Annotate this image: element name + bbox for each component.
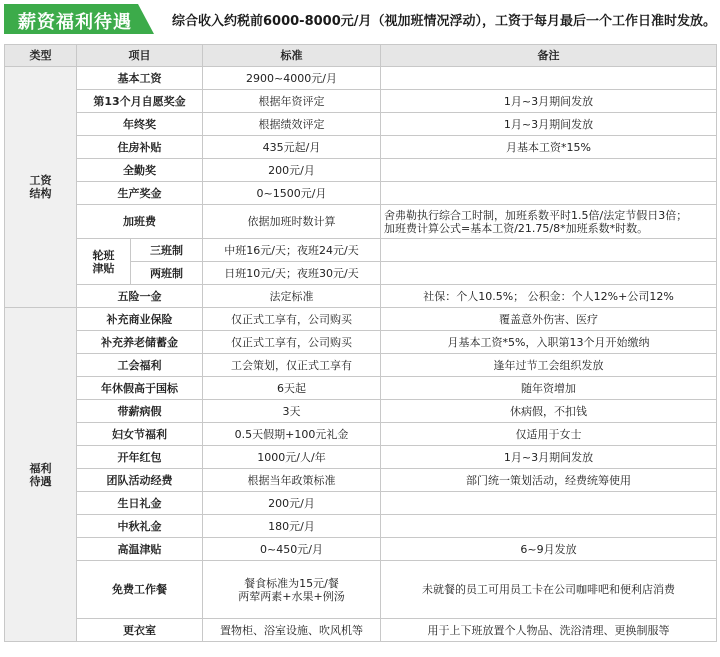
standard-cell: 0.5天假期+100元礼金: [203, 423, 381, 446]
item-cell: 五险一金: [77, 285, 203, 308]
page-title: 薪资福利待遇: [18, 12, 132, 33]
note-cell: 月基本工资*15%: [381, 136, 717, 159]
item-cell: 全勤奖: [77, 159, 203, 182]
table-row: [5, 90, 717, 113]
note-cell: 社保：个人10.5%； 公积金：个人12%+公司12%: [381, 285, 717, 308]
table-row: [5, 515, 717, 538]
category-benefit: 福利 待遇: [5, 308, 77, 642]
standard-cell: 200元/月: [203, 492, 381, 515]
title-tab: [4, 4, 154, 34]
standard-cell: 435元起/月: [203, 136, 381, 159]
table-row: [5, 308, 717, 331]
note-cell: [381, 182, 717, 205]
item-cell: 生日礼金: [77, 492, 203, 515]
standard-cell: 置物柜、浴室设施、吹风机等: [203, 619, 381, 642]
table-row: [5, 67, 717, 90]
note-cell: [381, 515, 717, 538]
table-row: [5, 113, 717, 136]
note-cell: [381, 492, 717, 515]
item-cell: 免费工作餐: [77, 561, 203, 619]
note-cell: 1月~3月期间发放: [381, 113, 717, 136]
sub-item-cell: 两班制: [131, 262, 203, 285]
note-cell: [381, 67, 717, 90]
item-cell: 住房补贴: [77, 136, 203, 159]
item-cell: 年休假高于国标: [77, 377, 203, 400]
note-cell: [381, 159, 717, 182]
item-cell: 加班费: [77, 205, 203, 239]
note-cell: [381, 262, 717, 285]
category-salary: 工资 结构: [5, 67, 77, 308]
note-cell: 舍弗勒执行综合工时制，加班系数平时1.5倍/法定节假日3倍； 加班费计算公式=基本工资/21.75/8*加班系数*时数。: [381, 205, 717, 239]
item-cell: 带薪病假: [77, 400, 203, 423]
header: [0, 0, 720, 40]
standard-cell: 200元/月: [203, 159, 381, 182]
col-header-type: 类型: [5, 45, 77, 67]
note-cell: [381, 239, 717, 262]
standard-cell: 6天起: [203, 377, 381, 400]
item-cell: 基本工资: [77, 67, 203, 90]
standard-cell: 依据加班时数计算: [203, 205, 381, 239]
table-row: [5, 205, 717, 239]
standard-cell: 0~1500元/月: [203, 182, 381, 205]
note-cell: 月基本工资*5%，入职第13个月开始缴纳: [381, 331, 717, 354]
note-cell: 逢年过节工会组织发放: [381, 354, 717, 377]
note-cell: 随年资增加: [381, 377, 717, 400]
table-header-row: [5, 45, 717, 67]
table-row: [5, 400, 717, 423]
sub-item-cell: 三班制: [131, 239, 203, 262]
note-cell: 用于上下班放置个人物品、洗浴清理、更换制服等: [381, 619, 717, 642]
table-row: [5, 377, 717, 400]
shift-allowance-label: 轮班 津贴: [77, 239, 131, 285]
item-cell: 高温津贴: [77, 538, 203, 561]
standard-cell: 180元/月: [203, 515, 381, 538]
table-row: [5, 182, 717, 205]
standard-cell: 3天: [203, 400, 381, 423]
item-cell: 补充养老储蓄金: [77, 331, 203, 354]
table-row: [5, 538, 717, 561]
table-row: [5, 159, 717, 182]
standard-cell: 中班16元/天；夜班24元/天: [203, 239, 381, 262]
table-row: [5, 285, 717, 308]
item-cell: 补充商业保险: [77, 308, 203, 331]
note-cell: 部门统一策划活动，经费统筹使用: [381, 469, 717, 492]
col-header-standard: 标准: [203, 45, 381, 67]
standard-cell: 餐食标准为15元/餐 两荤两素+水果+例汤: [203, 561, 381, 619]
item-cell: 妇女节福利: [77, 423, 203, 446]
standard-cell: 2900~4000元/月: [203, 67, 381, 90]
note-cell: 休病假，不扣钱: [381, 400, 717, 423]
standard-cell: 根据年资评定: [203, 90, 381, 113]
table-row: [5, 561, 717, 619]
standard-cell: 1000元/人/年: [203, 446, 381, 469]
note-cell: 1月~3月期间发放: [381, 90, 717, 113]
note-cell: 覆盖意外伤害、医疗: [381, 308, 717, 331]
item-cell: 团队活动经费: [77, 469, 203, 492]
standard-cell: 日班10元/天；夜班30元/天: [203, 262, 381, 285]
table-row: [5, 469, 717, 492]
item-cell: 开年红包: [77, 446, 203, 469]
standard-cell: 仅正式工享有，公司购买: [203, 331, 381, 354]
item-cell: 更衣室: [77, 619, 203, 642]
table-row: [5, 239, 717, 262]
table-row: [5, 446, 717, 469]
table-row: [5, 423, 717, 446]
table-row: [5, 331, 717, 354]
col-header-note: 备注: [381, 45, 717, 67]
table-row: [5, 619, 717, 642]
standard-cell: 根据当年政策标准: [203, 469, 381, 492]
salary-benefit-table: [4, 44, 717, 642]
note-cell: 仅适用于女士: [381, 423, 717, 446]
col-header-item: 项目: [77, 45, 203, 67]
standard-cell: 工会策划，仅正式工享有: [203, 354, 381, 377]
table-row: [5, 136, 717, 159]
standard-cell: 根据绩效评定: [203, 113, 381, 136]
note-cell: 未就餐的员工可用员工卡在公司咖啡吧和便利店消费: [381, 561, 717, 619]
page-subtitle: 综合收入约税前6000-8000元/月（视加班情况浮动），工资于每月最后一个工作日准时发放。: [172, 14, 717, 29]
note-cell: 6~9月发放: [381, 538, 717, 561]
standard-cell: 0~450元/月: [203, 538, 381, 561]
item-cell: 生产奖金: [77, 182, 203, 205]
item-cell: 年终奖: [77, 113, 203, 136]
table-row: [5, 492, 717, 515]
note-cell: 1月~3月期间发放: [381, 446, 717, 469]
standard-cell: 法定标准: [203, 285, 381, 308]
standard-cell: 仅正式工享有，公司购买: [203, 308, 381, 331]
item-cell: 中秋礼金: [77, 515, 203, 538]
table-row: [5, 354, 717, 377]
item-cell: 工会福利: [77, 354, 203, 377]
item-cell: 第13个月自愿奖金: [77, 90, 203, 113]
